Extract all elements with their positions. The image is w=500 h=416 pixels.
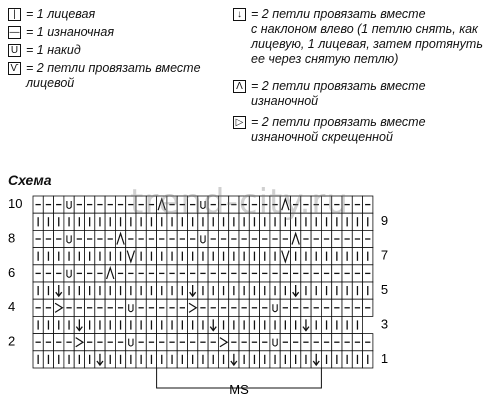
row-label-left: 10 [8, 196, 23, 211]
k2tog-symbol-icon: Ѵ [8, 62, 21, 75]
row-label-left: 2 [8, 333, 16, 349]
legend-text: = 1 лицевая [26, 7, 96, 21]
grid-cell [270, 334, 280, 351]
ms-label: MS [229, 382, 249, 397]
legend-text: = 1 изнаночная [26, 25, 115, 39]
legend-text: = 1 накид [26, 43, 81, 57]
watermark: trend-city.ru [130, 182, 349, 222]
p2tog-tbl-symbol-icon: ▷ [233, 116, 246, 129]
row-label-left: 4 [8, 299, 16, 315]
row-label-right: 9 [380, 213, 389, 229]
grid-cell [198, 230, 208, 247]
knit-symbol-icon: | [8, 8, 21, 21]
row-label-right: 3 [380, 316, 389, 332]
grid-cell [126, 299, 136, 316]
grid-cell [64, 230, 74, 247]
p2tog-symbol-icon: Λ [233, 80, 246, 93]
yarn-over-symbol-icon: U [8, 44, 21, 57]
legend-text: = 2 петли провязать вместе лицевой [26, 61, 201, 90]
ssk-symbol-icon: ↓ [233, 8, 246, 21]
grid-cell [64, 265, 74, 282]
legend-text: = 2 петли провязать вместе изнаночной [251, 79, 426, 108]
row-label-right: 5 [380, 282, 389, 297]
grid-cell [270, 299, 280, 316]
grid-cell [64, 196, 74, 213]
legend-text: = 2 петли провязать вместе изнаночной скрещенной [251, 115, 426, 144]
row-label-right: 7 [380, 247, 389, 263]
purl-symbol-icon: — [9, 27, 20, 38]
row-label-left: 6 [8, 264, 16, 280]
grid-cell [198, 196, 208, 213]
grid-cell [126, 334, 136, 351]
row-label-right: 1 [380, 350, 389, 366]
schema-title: Схема [8, 172, 52, 188]
row-label-left: 8 [8, 230, 16, 246]
legend-text: = 2 петли провязать вместе с наклоном влево (1 петлю снять, как лицевую, 1 лицевая, затем протянуть ее через снятую петлю) [251, 7, 483, 66]
